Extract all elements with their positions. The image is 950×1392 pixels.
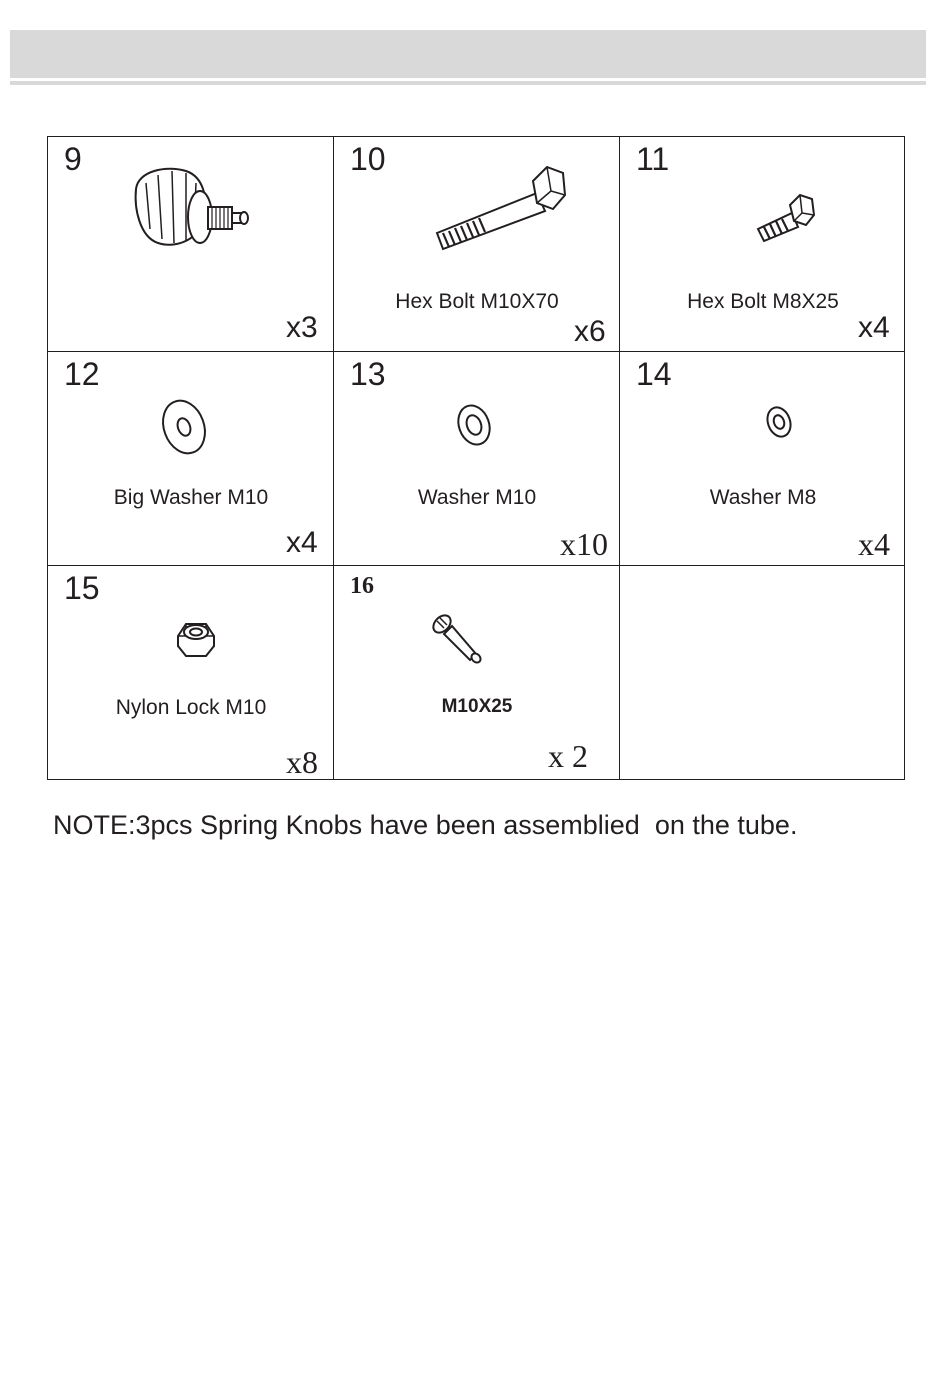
part-quantity: x4: [858, 311, 890, 344]
header-rule: [10, 81, 926, 85]
part-cell-14: [620, 352, 906, 566]
part-number: 9: [64, 141, 82, 177]
part-number: 16: [350, 573, 374, 599]
part-cell-12: [48, 352, 334, 566]
header-bar: [10, 30, 926, 78]
part-quantity: x4: [858, 526, 890, 562]
part-number: 13: [350, 356, 386, 392]
part-label: Hex Bolt M10X70: [395, 290, 559, 313]
part-cell-16: [334, 566, 620, 780]
part-quantity: x6: [574, 315, 606, 348]
part-cell-9: [48, 137, 334, 352]
assembly-note: NOTE:3pcs Spring Knobs have been assemblied on the tube.: [53, 810, 798, 840]
nylon-lock-nut-icon: [172, 616, 220, 660]
washer-icon: [452, 400, 496, 450]
part-label: Big Washer M10: [113, 486, 269, 509]
part-label: Washer M10: [417, 486, 537, 509]
part-quantity: x8: [286, 744, 318, 780]
small-washer-icon: [762, 402, 796, 442]
part-cell-15: [48, 566, 334, 780]
part-quantity: x3: [286, 311, 318, 344]
part-number: 12: [64, 356, 100, 392]
part-label: Hex Bolt M8X25: [687, 290, 839, 313]
part-number: 10: [350, 141, 386, 177]
part-number: 11: [636, 141, 670, 177]
hex-bolt-long-icon: [429, 161, 569, 251]
part-cell-13: [334, 352, 620, 566]
part-label: Washer M8: [709, 486, 817, 509]
big-washer-icon: [156, 396, 212, 458]
part-cell-11: [620, 137, 906, 352]
part-number: 14: [636, 356, 672, 392]
part-number: 15: [64, 570, 100, 606]
part-quantity: x 2: [548, 738, 588, 774]
part-quantity: x10: [560, 526, 608, 562]
part-quantity: x4: [286, 526, 318, 559]
spring-knob-icon: [126, 159, 256, 259]
part-label: M10X25: [441, 696, 513, 717]
empty-cell: [620, 566, 906, 780]
part-label: Nylon Lock M10: [115, 696, 267, 719]
parts-grid: [47, 136, 905, 780]
part-cell-10: [334, 137, 620, 352]
countersunk-bolt-icon: [430, 612, 484, 668]
hex-bolt-short-icon: [752, 191, 818, 245]
